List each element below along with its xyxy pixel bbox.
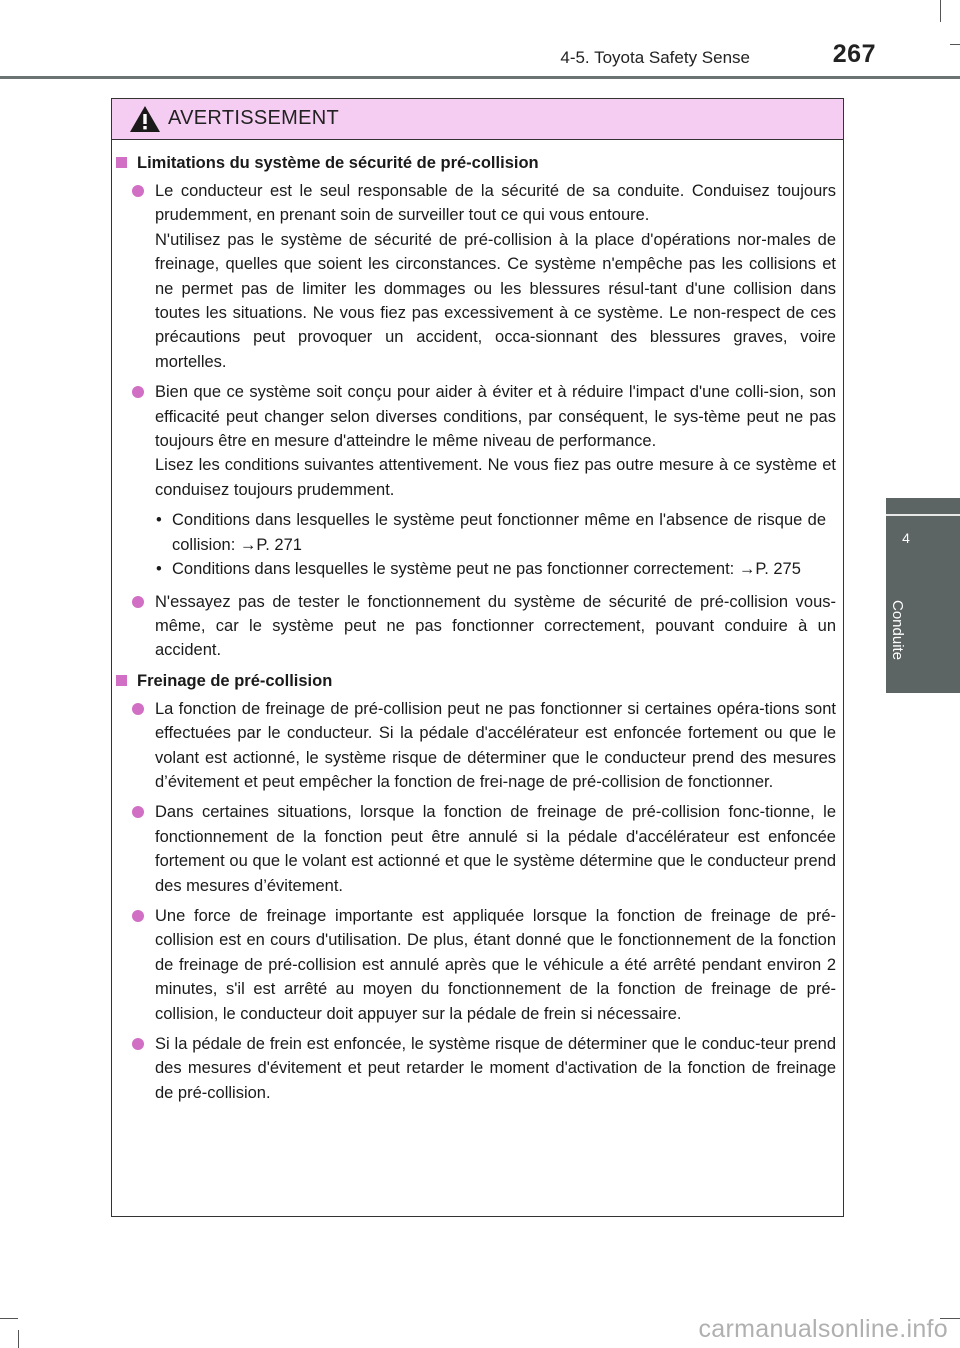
section-title-text: Freinage de pré-collision: [137, 671, 333, 690]
circle-bullet-icon: [132, 386, 144, 398]
circle-bullet-icon: [132, 185, 144, 197]
sub-list-item: [112, 557, 842, 581]
bullet-item: [112, 590, 842, 663]
section-title: [112, 669, 842, 693]
section-title-text: Limitations du système de sécurité de pré-collision: [137, 154, 539, 172]
chapter-tab: [886, 498, 960, 693]
square-bullet-icon: [116, 675, 127, 686]
sub-list-text: Conditions dans lesquelles le système peut fonctionner même en l'absence de risque de collision: →P. 271: [172, 511, 826, 554]
section-title: [112, 151, 842, 175]
bullet-paragraph: N'utilisez pas le système de sécurité de pré-collision à la place d'opérations nor-males de freinage, quelles que soient les circonstances. Ce système n'empêche pas les collisions et ne permet pas de limiter les dommages ou les blessures résul-tant d'une collision dans toutes les situations. Ne vous fiez pas excessivement à ce système. Le non-respect de ces précautions peut provoquer un accident, occa-sionnant des blessures graves, voire mortelles.: [155, 230, 836, 371]
circle-bullet-icon: [132, 1038, 144, 1050]
crop-mark: [0, 1318, 18, 1319]
warning-content: [112, 151, 842, 1111]
bullet-paragraph: La fonction de freinage de pré-collision peut ne pas fonctionner si certaines opéra-tions sont effectuées par le conducteur. Si la pédale d'accélérateur est enfoncée fortement ou que le volant est actionné, le système risque de déterminer que le conducteur prend des mesures d’évitement et peut empêcher la fonction de frei-nage de pré-collision de fonctionner.: [155, 699, 836, 791]
bullet-paragraph: Le conducteur est le seul responsable de la sécurité de sa conduite. Conduisez toujours prudemment, en prenant soin de surveiller tout ce qui vous entoure.: [155, 182, 836, 225]
sub-list-text: Conditions dans lesquelles le système peut ne pas fonctionner correctement: →P. 275: [172, 560, 801, 579]
bullet-paragraph: Bien que ce système soit conçu pour aider à éviter et à réduire l'impact d'une colli-sion, son efficacité peut changer selon diverses conditions, par conséquent, le sys-tème peut ne pas toujours être en mesure d'atteindre le même niveau de performance.: [155, 383, 836, 451]
bullet-item: [112, 904, 842, 1026]
circle-bullet-icon: [132, 910, 144, 922]
spacer: [112, 582, 842, 590]
bullet-item: [112, 380, 842, 502]
circle-bullet-icon: [132, 806, 144, 818]
header-section-title: 4-5. Toyota Safety Sense: [560, 48, 750, 67]
watermark: carmanualsonline.info: [698, 1315, 948, 1343]
bullet-paragraph: Lisez les conditions suivantes attentivement. Ne vous fiez pas outre mesure à ce système et conduisez toujours prudemment.: [155, 456, 836, 499]
warning-triangle-icon: [129, 105, 161, 133]
chapter-label: Conduite: [889, 600, 906, 661]
bullet-paragraph: Si la pédale de frein est enfoncée, le système risque de déterminer que le conduc-teur prend des mesures d'évitement et peut retarder le moment d'activation de la fonction de freinage de pré-collision.: [155, 1035, 836, 1102]
sub-bullet-icon: •: [156, 511, 162, 530]
warning-title: AVERTISSEMENT: [168, 107, 339, 129]
chapter-number: 4: [902, 530, 910, 546]
bullet-item: [112, 179, 842, 374]
warning-box: [111, 98, 844, 1217]
bullet-paragraph: N'essayez pas de tester le fonctionnement du système de sécurité de pré-collision vous-même, car le système peut ne pas fonctionner correctement, pouvant conduire à un accident.: [155, 592, 836, 660]
chapter-tab-divider: [886, 514, 960, 516]
crop-mark: [18, 1330, 19, 1348]
warning-header: [112, 99, 843, 140]
bullet-item: [112, 800, 842, 898]
bullet-paragraph: Dans certaines situations, lorsque la fonction de freinage de pré-collision fonc-tionne, le fonctionnement de la fonction peut être annulé si la pédale d'accélérateur est enfoncée fortement ou que le volant est actionné et que le système détermine que le conducteur prend des mesures d’évitement.: [155, 803, 836, 895]
circle-bullet-icon: [132, 596, 144, 608]
page-header: [0, 0, 960, 80]
bullet-paragraph: Une force de freinage importante est appliquée lorsque la fonction de freinage de pré-collision est en cours d'utilisation. De plus, étant donné que le fonctionnement de la fonction de freinage de pré-collision est annulé après que le véhicule a été arrêté pendant environ 2 minutes, s'il est arrêté au moyen du fonctionnement de la fonction de freinage de pré-collision, le conducteur doit appuyer sur la pédale de frein si nécessaire.: [155, 906, 836, 1023]
sub-bullet-icon: •: [156, 560, 162, 579]
sub-list-item: [112, 508, 842, 557]
circle-bullet-icon: [132, 703, 144, 715]
page-number: 267: [832, 40, 876, 68]
bullet-item: [112, 697, 842, 795]
header-rule: [0, 76, 960, 79]
bullet-item: [112, 1032, 842, 1105]
square-bullet-icon: [116, 157, 127, 168]
